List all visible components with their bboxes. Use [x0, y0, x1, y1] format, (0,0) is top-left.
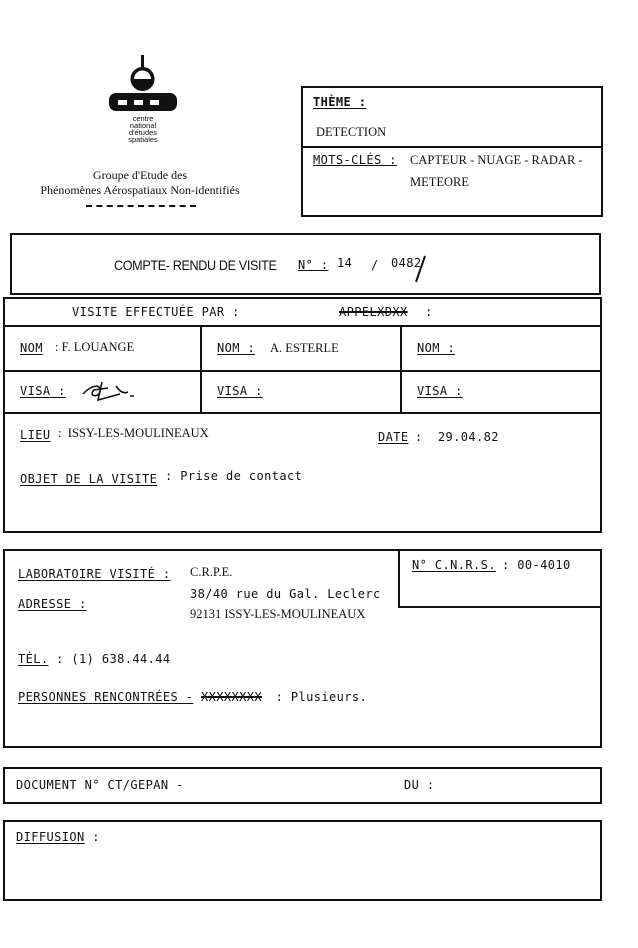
- lab-value: C.R.P.E.: [190, 565, 233, 579]
- person-1-nom: [20, 341, 43, 355]
- lieu-value: : ISSY-LES-MOULINEAUX: [58, 426, 209, 440]
- visit-by-label: VISITE EFFECTUÉE PAR :: [72, 305, 240, 319]
- person-1-nom-label: NOM: [20, 341, 43, 355]
- cnrs-label: N° C.N.R.S.: [412, 558, 496, 572]
- visit-col-divider-1: [200, 325, 202, 412]
- cnrs-value: : 00-4010: [502, 558, 571, 572]
- objet-label: OBJET DE LA VISITE: [20, 472, 158, 486]
- person-1-nom-value: : F. LOUANGE: [55, 340, 135, 354]
- address-label: ADRESSE :: [18, 597, 87, 611]
- report-number: 14: [337, 256, 353, 270]
- report-number-label: N° :: [298, 258, 329, 272]
- keywords-label: MOTS-CLÉS :: [313, 153, 397, 167]
- visit-row-divider-2: [3, 370, 602, 372]
- visit-by-colon: :: [425, 305, 433, 319]
- logo-text-line: national: [129, 121, 157, 130]
- address-line1: 38/40 rue du Gal. Leclerc: [190, 587, 381, 601]
- person-3-visa-label: VISA :: [417, 384, 463, 398]
- theme-divider: [301, 146, 603, 148]
- logo-text-line: d'études: [128, 128, 158, 137]
- visit-box: [3, 297, 602, 533]
- theme-label: THÈME :: [313, 95, 367, 109]
- lieu-label: LIEU: [20, 428, 51, 442]
- visit-row-divider-1: [3, 325, 602, 327]
- person-1-visa-label: VISA :: [20, 384, 66, 398]
- diffusion-label: DIFFUSION: [16, 830, 85, 844]
- cnes-logo-mark: [104, 55, 182, 115]
- report-separator: /: [371, 258, 379, 272]
- theme-value: DETECTION: [316, 125, 387, 139]
- persons-struck: XXXXXXXX: [201, 690, 262, 704]
- tel-value: : (1) 638.44.44: [56, 652, 171, 666]
- objet-value: : Prise de contact: [165, 469, 303, 483]
- report-year: 0482: [391, 256, 422, 270]
- persons-row: [18, 690, 367, 704]
- visit-by-struck: APPELXDXX: [339, 305, 408, 319]
- person-2-visa-label: VISA :: [217, 384, 263, 398]
- document-du-label: DU :: [404, 778, 435, 792]
- group-name-line1: Groupe d'Etude des: [92, 168, 188, 182]
- persons-label: PERSONNES RENCONTRÉES -: [18, 690, 194, 704]
- person-2-nom-label: NOM :: [217, 341, 256, 355]
- group-name: [6, 168, 274, 198]
- group-name-underline: [86, 205, 196, 207]
- person-3-nom-label: NOM :: [417, 341, 456, 355]
- persons-value: : Plusieurs.: [275, 690, 368, 704]
- lab-label: LABORATOIRE VISITÉ :: [18, 567, 171, 581]
- person-2-nom-value: A. ESTERLE: [270, 341, 339, 355]
- tel-row: [18, 652, 171, 666]
- visit-row-divider-3: [3, 412, 602, 414]
- report-title: COMPTE- RENDU DE VISITE: [114, 257, 277, 273]
- cnes-logo: [104, 55, 182, 155]
- address-line2: 92131 ISSY-LES-MOULINEAUX: [190, 607, 366, 621]
- group-name-line2: Phénomènes Aérospatiaux Non-identifiés: [40, 183, 240, 197]
- keywords-value: CAPTEUR - NUAGE - RADAR -: [410, 153, 583, 167]
- diffusion-row: [16, 830, 100, 844]
- slash-mark: [413, 254, 427, 284]
- logo-text-line: spatiales: [128, 135, 158, 144]
- date-label: DATE: [378, 430, 409, 444]
- tel-label: TÉL.: [18, 652, 49, 666]
- visit-col-divider-2: [400, 325, 402, 412]
- signature-initials: [80, 378, 140, 406]
- keywords-value-2: METEORE: [410, 175, 470, 189]
- diffusion-colon: :: [92, 830, 100, 844]
- document-label: DOCUMENT N° CT/GEPAN -: [16, 778, 184, 792]
- logo-text-line: centre: [132, 114, 154, 123]
- date-value: : 29.04.82: [415, 430, 499, 444]
